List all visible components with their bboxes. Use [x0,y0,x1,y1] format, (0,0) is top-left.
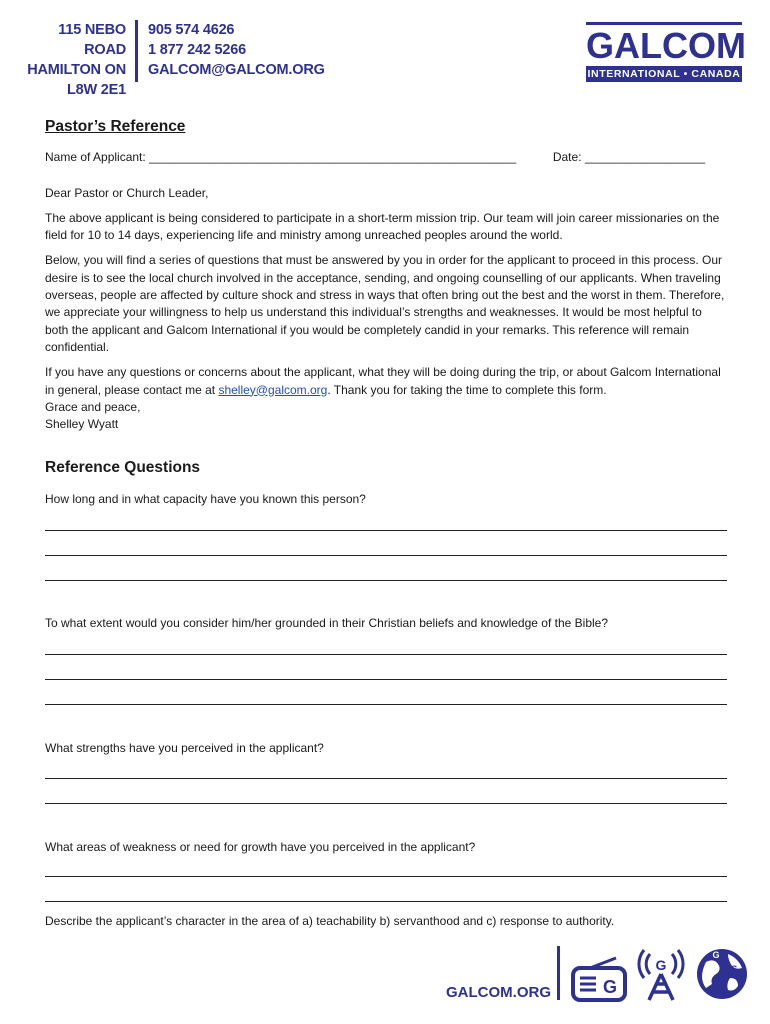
phone-tollfree: 1 877 242 5266 [148,42,246,58]
intro-paragraph: The above applicant is being considered to participate in a short-term mission trip. Our team will join career missionaries on the field for 10 to 14 days, experiencing life and ministry among unreached peoples around the world. [45,210,720,243]
answer-line[interactable] [45,654,727,655]
question-2: To what extent would you consider him/her grounded in their Christian beliefs and knowledge of the Bible? [45,616,609,631]
contact-email: GALCOM@GALCOM.ORG [148,62,325,78]
greeting: Dear Pastor or Church Leader, [45,185,209,200]
question-5: Describe the applicant’s character in the area of a) teachability b) servanthood and c) response to authority. [45,913,615,928]
form-title: Pastor’s Reference [45,118,186,135]
answer-line[interactable] [45,555,727,556]
contact-block [148,20,325,80]
contact-paragraph [45,364,727,399]
answer-line[interactable] [45,778,727,779]
svg-text:G: G [602,977,618,997]
contact-text-end: . Thank you for taking the time to complete this form. [327,382,607,397]
answer-line[interactable] [45,580,727,581]
question-block [45,615,727,705]
question-block [45,740,727,803]
logo-tagline: INTERNATIONAL • CANADA [587,68,741,80]
svg-text:G: G [712,950,720,960]
question-3: What strengths have you perceived in the applicant? [45,741,324,756]
broadcast-tower-icon [636,944,686,1002]
answer-line[interactable] [45,803,727,804]
question-block [45,839,727,902]
question-4: What areas of weakness or need for growth have you perceived in the applicant? [45,839,476,854]
address-line: 115 NEBO ROAD [58,22,126,58]
contact-text-start: If you have any questions or concerns about the applicant, what they will be doing during the trip, or about Galcom International in general, please contact me at [45,365,721,397]
answer-line[interactable] [45,876,727,877]
logo-wordmark: GALCOM [586,25,746,66]
address-line: L8W 2E1 [66,82,126,98]
answer-line[interactable] [45,901,727,902]
galcom-logo [586,22,746,82]
email-link[interactable]: shelley@galcom.org [218,382,328,397]
answer-line[interactable] [45,530,727,531]
footer-divider [557,946,560,1000]
date-field[interactable]: Date: __________________ [552,150,705,165]
signature: Shelley Wyatt [45,417,119,432]
footer-url: GALCOM.ORG [446,984,551,1001]
globe-icon [694,944,750,1002]
svg-text:G: G [730,964,738,974]
applicant-name-field[interactable]: Name of Applicant: _______________________________________________________ [45,150,517,165]
phone-local: 905 574 4626 [148,22,235,38]
answer-line[interactable] [45,704,727,705]
svg-text:G: G [655,957,667,973]
questions-heading: Reference Questions [45,459,201,477]
question-block [45,913,727,930]
radio-icon [570,956,628,1002]
svg-text:G: G [712,974,720,984]
address-line: HAMILTON ON [27,62,126,78]
question-1: How long and in what capacity have you known this person? [45,491,366,506]
form-content [45,118,727,930]
applicant-row [45,149,705,166]
closing: Grace and peace, [45,399,141,414]
question-block [45,491,727,581]
address-block [22,20,126,100]
answer-line[interactable] [45,679,727,680]
header-divider [135,20,138,82]
instructions-paragraph: Below, you will find a series of questions that must be answered by you in order for the applicant to proceed in this process. Our desire is to see the local church involved in the acceptance, sending, and ongoing counselling of our applicants. When traveling overseas, people are affected by culture shock and stress in ways that often bring out the best and the worst in them. Therefore, we appreciate your willingness to help us understand this individual’s strengths and weaknesses. It would be most helpful to both the applicant and Galcom International if you would be completely candid in your remarks. This reference will remain confidential. [45,253,725,354]
